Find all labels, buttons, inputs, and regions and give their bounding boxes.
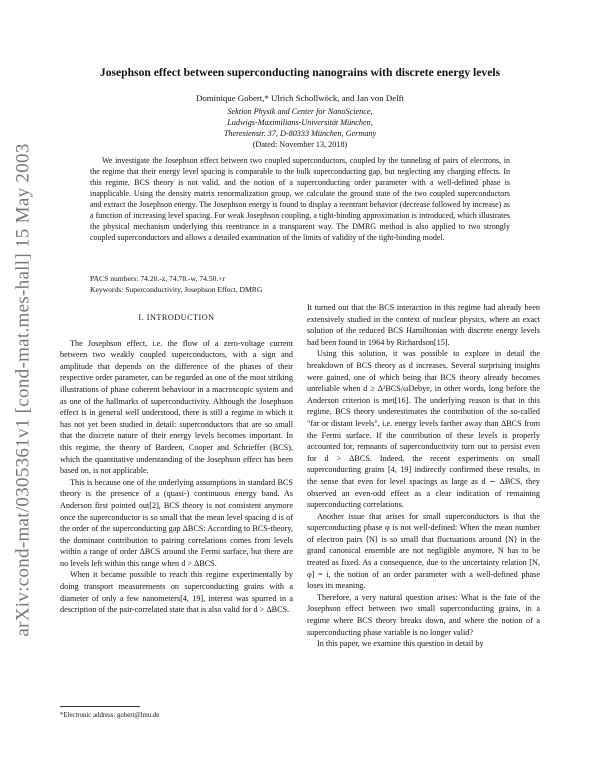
arxiv-identifier: arXiv:cond-mat/0305361v1 [cond-mat.mes-hall] 15 May 2003 [13, 143, 34, 637]
paragraph: When it became possible to reach this regime experimentally by doing transport measurements on superconducting grains with a diameter of only a few nanometers[4, 19], interest was spurred in a description of the pair-correlated state that is also valid for d > ΔBCS. [60, 570, 293, 615]
keywords: Keywords: Superconductivity, Josephson Effect, DMRG [90, 285, 263, 294]
pacs-numbers: PACS numbers: 74.20.-z, 74.78.-w, 74.50.+r [90, 274, 226, 283]
paragraph: In this paper, we examine this question in detail by [317, 639, 484, 649]
paragraph: This is because one of the underlying assumptions in standard BCS theory is the presence of a (quasi-) continuous energy band. As Anderson first pointed out[2], BCS theory is not consistent anymore once the superconductor is so small that the mean level spacing d is of the order of the superconducting gap ΔBCS: According to BCS-theory, the dominant contribution to pairing correlations comes from levels within a range of order ΔBCS around the Fermi surface, but there are no levels left within this range when d > ΔBCS. [60, 477, 293, 568]
paragraph: Another issue that arises for small superconductors is that the superconducting phase φ is not well-defined: When the mean number of electron pairs ⟨N⟩ is so small that fluctuations around ⟨N⟩ in the grand canonical ensemble are not negligible anymore, N has to be treated as fixed. As a consequence, due to the uncertainty relation [N, φ] = i, the notion of an order parameter with a well-defined phase loses its meaning. [307, 511, 540, 591]
paragraph: The Josephson effect, i.e. the flow of a zero-voltage current between two weakly coupled superconductors, with a sign and amplitude that depends on the difference of the phases of their respective order parameter, can be regarded as one of the most striking illustrations of phase coherent behaviour in a macroscopic system and as one of the hallmarks of superconductivity. Although the Josephson effect is in general well understood, there is still a regime in which it has not yet been studied in detail: superconductors that are so small that the discrete nature of their energy levels becomes important. In this regime, the theory of Bardeen, Cooper and Schrieffer (BCS), which the quantitative understanding of the Josephson effect has been based on, is not applicable. [60, 338, 293, 476]
affiliation-line-1: Sektion Physik and Center for NanoScience, [227, 107, 373, 116]
section-heading: I. INTRODUCTION [138, 313, 215, 322]
pacs-block [90, 273, 510, 295]
footnote: *Electronic address: gobert@lmu.de [60, 712, 160, 719]
date-line: (Dated: November 13, 2018) [252, 140, 348, 149]
paragraph: Using this solution, it was possible to explore in detail the breakdown of BCS theory as d increases. Several surprising insights were gained, one of which being that BCS theory already becomes unreliable when d ≥ Δ²BCS/ωDebye, in other words, long before the Anderson criterion is met[16]. The underlying reason is that in this regime, BCS theory underestimates the contribution of the so-called "far or distant levels", i.e. energy levels farther away than ΔBCS from the Fermi surface. If the contribution of these levels is properly accounted for, remnants of superconductivity turn out to persist even for d > ΔBCS. Indeed, the recent experiments on small superconducting grains [4, 19] indirectly confirmed these results, in the sense that even for level spacings as large as d ∼ ΔBCS, they observed an even-odd effect as a clear indication of remaining superconducting correlations. [307, 349, 540, 510]
abstract [90, 155, 510, 243]
affiliation [60, 106, 540, 139]
arxiv-sidebar [6, 120, 42, 660]
author-list: Dominique Gobert,* Ulrich Schollwöck, and Jan von Delft [196, 93, 404, 103]
footnote-divider [60, 706, 140, 707]
right-column [307, 302, 540, 650]
affiliation-line-2: Ludwigs-Maximilians-Universität München, [227, 118, 373, 127]
paragraph: Therefore, a very natural question arises: What is the fate of the Josephson effect between two small superconducting grains, in a regime where BCS theory breaks down, and where the notion of a superconducting phase variable is no longer valid? [307, 592, 540, 637]
abstract-text: We investigate the Josephson effect between two coupled superconductors, coupled by the tunneling of pairs of electrons, in the regime that their energy level spacing is comparable to the bulk superconducting gap, but neglecting any charging effects. In this regime, BCS theory is not valid, and the notion of a superconducting order parameter with a well-defined phase is inapplicable. Using the density matrix renormalization group, we calculate the ground state of the two coupled superconductors and extract the Josephson energy. The Josephson energy is found to display a reentrant behavior (decrease followed by increase) as a function of increasing level spacing. For weak Josephson coupling, a tight-binding approximation is introduced, which illustrates the physical mechanism underlying this reentrance in a transparent way. The DMRG method is also applied to two strongly coupled superconductors and allows a detailed examination of the limits of validity of the tight-binding model. [90, 156, 510, 243]
affiliation-line-3: Theresienstr. 37, D-80333 München, Germany [223, 129, 377, 138]
paper-title: Josephson effect between superconducting nanograins with discrete energy levels [99, 66, 501, 79]
paragraph: It turned out that the BCS interaction in this regime had already been extensively studied in the context of nuclear physics, where an exact solution of the reduced BCS Hamiltonian with discrete energy levels had been found in 1964 by Richardson[15]. [307, 303, 540, 347]
left-column [60, 312, 293, 616]
